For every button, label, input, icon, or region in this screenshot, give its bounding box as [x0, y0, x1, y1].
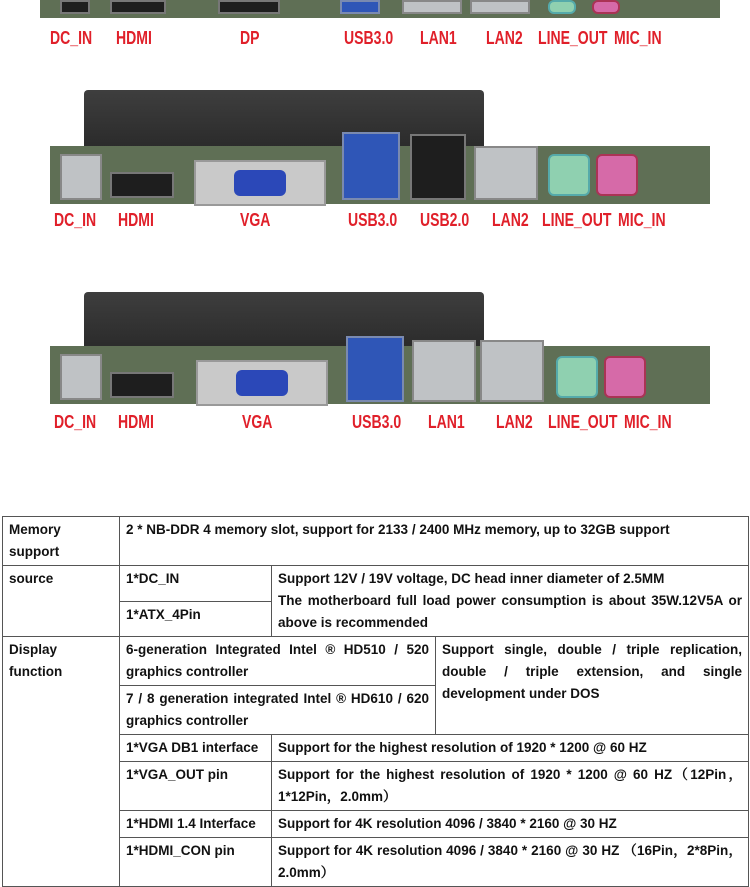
hdmi14-label: 1*HDMI 1.4 Interface	[120, 811, 272, 838]
port-label: LINE_OUT	[548, 412, 618, 432]
port-label: USB2.0	[420, 210, 470, 230]
port-label: HDMI	[118, 210, 154, 230]
usb3-port	[340, 0, 380, 14]
hdmi-con-desc: Support for 4K resolution 4096 / 3840 * 2160 @ 30 HZ （16Pin，2*8Pin，2.0mm）	[272, 838, 749, 887]
vga-db-label: 1*VGA DB1 interface	[120, 735, 272, 762]
port-label: HDMI	[118, 412, 154, 432]
table-row	[3, 566, 749, 602]
line-out-port	[548, 0, 576, 14]
source-voltage: Support 12V / 19V voltage, DC head inner diameter of 2.5MM	[278, 571, 665, 586]
hdmi-con-label: 1*HDMI_CON pin	[120, 838, 272, 887]
lan1-port	[412, 340, 476, 402]
table-row	[3, 637, 749, 686]
display-gen6: 6-generation Integrated Intel ® HD510 / 520 graphics controller	[120, 637, 436, 686]
board-panel-2	[40, 90, 720, 240]
usb3-port	[342, 132, 400, 200]
display-support: Support single, double / triple replication, double / triple extension, and single development under DOS	[436, 637, 749, 735]
source-desc	[272, 566, 749, 637]
port-label: LAN1	[428, 412, 465, 432]
dc-in-port	[60, 154, 102, 200]
port-label: VGA	[242, 412, 273, 432]
display-gen78: 7 / 8 generation integrated Intel ® HD610 / 620 graphics controller	[120, 686, 436, 735]
table-row	[3, 517, 749, 566]
port-label: LAN2	[492, 210, 529, 230]
row-label-display: Display function	[3, 637, 120, 887]
hdmi-port	[110, 372, 174, 398]
line-out-port	[556, 356, 598, 398]
source-item-atx: 1*ATX_4Pin	[120, 601, 272, 637]
lan2-port	[480, 340, 544, 402]
lan1-port	[402, 0, 462, 14]
port-label: MIC_IN	[618, 210, 666, 230]
port-label: USB3.0	[352, 412, 402, 432]
port-label: MIC_IN	[624, 412, 672, 432]
memory-value: 2 * NB-DDR 4 memory slot, support for 2133 / 2400 MHz memory, up to 32GB support	[120, 517, 749, 566]
board-panel-3	[40, 292, 720, 442]
vga-db-desc: Support for the highest resolution of 1920 * 1200 @ 60 HZ	[272, 735, 749, 762]
hdmi14-desc: Support for 4K resolution 4096 / 3840 * 2160 @ 30 HZ	[272, 811, 749, 838]
row-label-source: source	[3, 566, 120, 637]
board-panel-1	[40, 0, 720, 60]
port-label: USB3.0	[348, 210, 398, 230]
lan2-port	[470, 0, 530, 14]
hdmi-port	[110, 0, 166, 14]
hdmi-port	[110, 172, 174, 198]
port-label: LAN2	[486, 28, 523, 48]
port-label: VGA	[240, 210, 271, 230]
vga-port	[196, 360, 328, 406]
port-label: HDMI	[116, 28, 152, 48]
port-label: DC_IN	[54, 210, 97, 230]
lan2-port	[474, 146, 538, 200]
port-label: LINE_OUT	[538, 28, 608, 48]
vga-out-desc: Support for the highest resolution of 1920 * 1200 @ 60 HZ（12Pin，1*12Pin，2.0mm）	[272, 762, 749, 811]
usb3-port	[346, 336, 404, 402]
line-out-port	[548, 154, 590, 196]
source-item-dc-in: 1*DC_IN	[120, 566, 272, 602]
row-label-memory: Memory support	[3, 517, 120, 566]
port-label: DC_IN	[50, 28, 93, 48]
port-label: DC_IN	[54, 412, 97, 432]
mic-in-port	[592, 0, 620, 14]
source-power: The motherboard full load power consumption is about 35W.12V5A or above is recommended	[278, 593, 743, 630]
port-label: LAN2	[496, 412, 533, 432]
dp-port	[218, 0, 280, 14]
port-label: DP	[240, 28, 260, 48]
vga-port	[194, 160, 326, 206]
mic-in-port	[596, 154, 638, 196]
vga-out-label: 1*VGA_OUT pin	[120, 762, 272, 811]
dc-in-port	[60, 0, 90, 14]
spec-table	[2, 516, 749, 887]
port-label: MIC_IN	[614, 28, 662, 48]
port-label: LAN1	[420, 28, 457, 48]
mic-in-port	[604, 356, 646, 398]
usb2-port	[410, 134, 466, 200]
dc-in-port	[60, 354, 102, 400]
port-label: LINE_OUT	[542, 210, 612, 230]
port-label: USB3.0	[344, 28, 394, 48]
